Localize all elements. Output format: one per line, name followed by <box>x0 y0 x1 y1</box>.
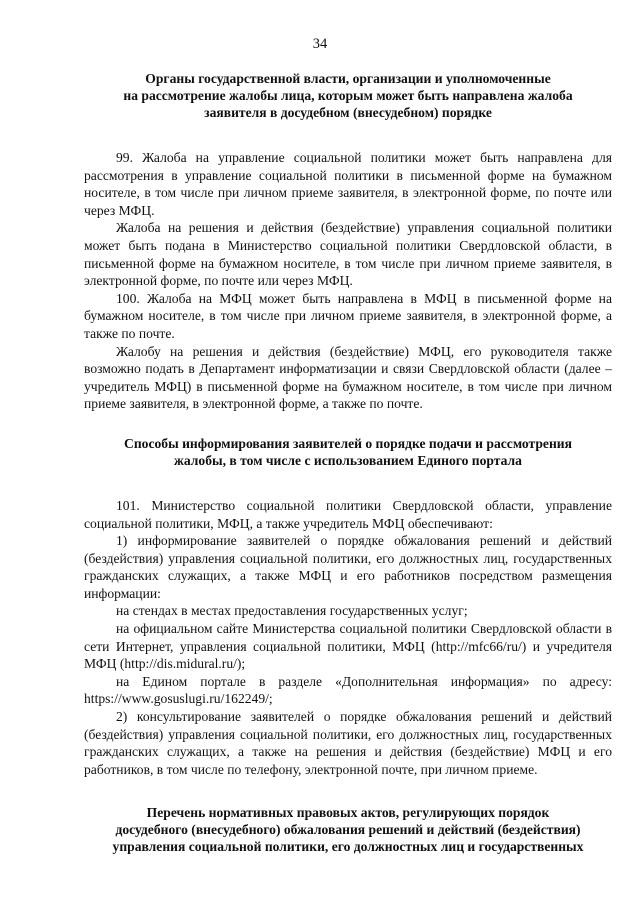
paragraph: 101. Министерство социальной политики Свердловской области, управление социальной политики, МФЦ, а также учредитель МФЦ обеспечивают: <box>84 497 612 531</box>
section-body-informing-methods <box>84 497 612 779</box>
heading-line: жалобы, в том числе с использованием Единого портала <box>174 452 522 468</box>
heading-line: досудебного (внесудебного) обжалования решений и действий (бездействия) <box>115 822 581 838</box>
heading-line: заявителя в досудебном (внесудебном) порядке <box>204 105 492 120</box>
paragraph: на официальном сайте Министерства социальной политики Свердловской области в сети Интернет, управления социальной политики, МФЦ (http://mfc66/ru/) и учредителя МФЦ (http://dis.midural.ru/); <box>84 621 612 672</box>
section-heading-informing-methods <box>84 435 612 469</box>
page-content <box>84 70 612 855</box>
section-heading-legal-acts <box>84 804 612 855</box>
page-number: 34 <box>312 36 328 52</box>
paragraph: 99. Жалоба на управление социальной политики может быть направлена для рассмотрения в управление социальной политики в письменной форме на бумажном носителе, в том числе при личном приеме заявителя, в электронной форме, по почте или через МФЦ. <box>84 150 612 218</box>
section-heading-appeal-authorities <box>84 70 612 121</box>
heading-line: Перечень нормативных правовых актов, регулирующих порядок <box>146 805 550 821</box>
heading-line: на рассмотрение жалобы лица, которым может быть направлена жалоба <box>123 88 573 103</box>
heading-line: Органы государственной власти, организации и уполномоченные <box>145 71 551 86</box>
paragraph: Жалобу на решения и действия (бездействие) МФЦ, его руководителя также возможно подать в Департамент информатизации и связи Свердловской области (далее – учредитель МФЦ) в письменной форме на бумажном носителе, в том числе при личном приеме заявителя, в электронной форме, а также по почте. <box>84 343 612 412</box>
heading-line: управления социальной политики, его должностных лиц и государственных <box>112 839 584 855</box>
paragraph: 100. Жалоба на МФЦ может быть направлена в МФЦ в письменной форме на бумажном носителе, в том числе при личном приеме заявителя, в электронной форме, а также по почте. <box>84 290 612 341</box>
paragraph: на Едином портале в разделе «Дополнительная информация» по адресу: https://www.gosuslugi.ru/162249/; <box>84 673 612 707</box>
heading-line: Способы информирования заявителей о порядке подачи и рассмотрения <box>124 435 572 451</box>
section-body-appeal-authorities <box>84 149 612 413</box>
paragraph: 2) консультирование заявителей о порядке обжалования решений и действий (бездействия) управления социальной политики, его должностных лиц, государственных гражданских служащих, а также на решения и действия (бездействие) МФЦ и его работников, в том числе по телефону, электронной почте, при личном приеме. <box>84 709 612 777</box>
paragraph: на стендах в местах предоставления государственных услуг; <box>116 603 468 619</box>
paragraph: Жалоба на решения и действия (бездействие) управления социальной политики может быть подана в Министерство социальной политики Свердловской области, в письменной форме на бумажном носителе, в том числе при личном приеме заявителя, в электронной форме, по почте или через МФЦ. <box>84 220 612 289</box>
paragraph: 1) информирование заявителей о порядке обжалования решений и действий (бездействия) управления социальной политики, его должностных лиц, государственных гражданских служащих, а также МФЦ и его работников посредством размещения информации: <box>84 533 612 601</box>
